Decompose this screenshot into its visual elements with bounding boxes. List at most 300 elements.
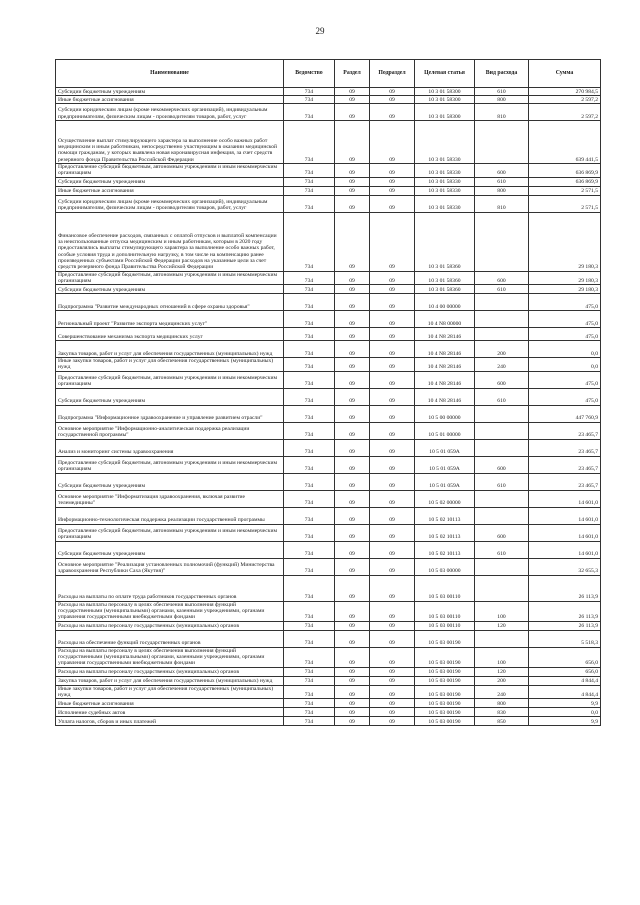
cell-sum: 26 113,9 — [529, 575, 601, 601]
cell-podrazdel: 09 — [370, 439, 415, 456]
cell-csr: 10 5 02 10113 — [415, 507, 475, 524]
cell-name: Расходы на выплаты персоналу государственных (муниципальных) органов — [56, 667, 284, 676]
cell-podrazdel: 09 — [370, 294, 415, 311]
cell-vr: 810 — [475, 104, 529, 121]
cell-podrazdel: 09 — [370, 195, 415, 212]
cell-csr: 10 3 01 58300 — [415, 88, 475, 96]
cell-razdel: 09 — [335, 439, 370, 456]
cell-csr: 10 5 02 10113 — [415, 541, 475, 558]
cell-vr: 600 — [475, 524, 529, 541]
cell-csr: 10 3 01 58330 — [415, 164, 475, 178]
cell-ved: 734 — [284, 422, 335, 439]
cell-razdel: 09 — [335, 371, 370, 388]
cell-ved: 734 — [284, 371, 335, 388]
cell-ved: 734 — [284, 212, 335, 271]
table-row — [56, 667, 601, 676]
cell-csr: 10 5 01 00000 — [415, 422, 475, 439]
cell-name: Основное мероприятие "Реализация установленных полномочий (функций) Министерства здравоохранения Республики Саха (Якутия)" — [56, 558, 284, 575]
cell-razdel: 09 — [335, 507, 370, 524]
cell-vr: 600 — [475, 271, 529, 285]
page-number: 29 — [315, 26, 325, 36]
cell-name: Расходы на выплаты персоналу в целях обеспечения выполнения функций государственными (муниципальными) органами, казенными учреждениями, органами управления государственными внебюджетными фондами — [56, 601, 284, 621]
cell-ved: 734 — [284, 507, 335, 524]
cell-name: Предоставление субсидий бюджетным, автономным учреждениям и иным некоммерческим организациям — [56, 456, 284, 473]
table-row — [56, 405, 601, 422]
cell-sum: 23 465,7 — [529, 422, 601, 439]
cell-ved: 734 — [284, 524, 335, 541]
table-row — [56, 473, 601, 490]
cell-sum: 29 180,3 — [529, 285, 601, 294]
cell-csr: 10 4 N8 28146 — [415, 358, 475, 372]
cell-vr — [475, 558, 529, 575]
cell-csr: 10 5 01 059A — [415, 439, 475, 456]
cell-podrazdel: 09 — [370, 341, 415, 358]
cell-name: Субсидии юридическим лицам (кроме некоммерческих организаций), индивидуальным предпринимателям, физическим лицам - производителям товаров, работ, услуг — [56, 104, 284, 121]
cell-sum: 9,9 — [529, 717, 601, 726]
table-header-row — [56, 60, 601, 88]
cell-razdel: 09 — [335, 271, 370, 285]
cell-razdel: 09 — [335, 294, 370, 311]
cell-podrazdel: 09 — [370, 164, 415, 178]
cell-podrazdel: 09 — [370, 358, 415, 372]
cell-name: Основное мероприятие "Информатизация здравоохранения, включая развитие телемедицины" — [56, 490, 284, 507]
cell-podrazdel: 09 — [370, 541, 415, 558]
cell-csr: 10 5 03 00190 — [415, 708, 475, 717]
cell-name: Исполнение судебных актов — [56, 708, 284, 717]
cell-razdel: 09 — [335, 601, 370, 621]
cell-name: Расходы на выплаты персоналу государственных (муниципальных) органов — [56, 621, 284, 630]
cell-razdel: 09 — [335, 685, 370, 699]
table-row — [56, 388, 601, 405]
cell-sum: 9,9 — [529, 699, 601, 708]
cell-podrazdel: 09 — [370, 601, 415, 621]
cell-sum: 32 655,3 — [529, 558, 601, 575]
cell-csr: 10 5 03 00190 — [415, 685, 475, 699]
cell-vr: 830 — [475, 708, 529, 717]
table-row — [56, 717, 601, 726]
cell-sum: 475,0 — [529, 294, 601, 311]
cell-vr: 800 — [475, 96, 529, 104]
cell-sum: 2 597,2 — [529, 96, 601, 104]
cell-sum: 656,0 — [529, 667, 601, 676]
cell-ved: 734 — [284, 647, 335, 667]
cell-sum: 2 571,5 — [529, 186, 601, 195]
cell-razdel: 09 — [335, 212, 370, 271]
cell-ved: 734 — [284, 685, 335, 699]
cell-razdel: 09 — [335, 164, 370, 178]
cell-name: Анализ и мониторинг системы здравоохранения — [56, 439, 284, 456]
table-row — [56, 271, 601, 285]
table-body — [56, 88, 601, 726]
cell-name: Закупка товаров, работ и услуг для обеспечения государственных (муниципальных) нужд — [56, 676, 284, 685]
table-row — [56, 96, 601, 104]
cell-sum: 26 113,9 — [529, 621, 601, 630]
cell-razdel: 09 — [335, 456, 370, 473]
cell-podrazdel: 09 — [370, 647, 415, 667]
table-row — [56, 186, 601, 195]
cell-podrazdel: 09 — [370, 630, 415, 647]
cell-csr: 10 3 01 58360 — [415, 212, 475, 271]
cell-vr: 200 — [475, 341, 529, 358]
cell-sum: 23 465,7 — [529, 473, 601, 490]
table-row — [56, 121, 601, 164]
cell-vr — [475, 439, 529, 456]
cell-ved: 734 — [284, 88, 335, 96]
table-row — [56, 341, 601, 358]
cell-sum: 656,0 — [529, 647, 601, 667]
cell-podrazdel: 09 — [370, 621, 415, 630]
cell-vr: 610 — [475, 541, 529, 558]
cell-sum: 4 844,4 — [529, 676, 601, 685]
cell-podrazdel: 09 — [370, 186, 415, 195]
cell-sum: 29 180,3 — [529, 271, 601, 285]
cell-sum: 0,0 — [529, 341, 601, 358]
cell-sum: 23 465,7 — [529, 439, 601, 456]
cell-vr: 810 — [475, 195, 529, 212]
cell-vr: 610 — [475, 388, 529, 405]
cell-vr — [475, 212, 529, 271]
cell-ved: 734 — [284, 717, 335, 726]
cell-name: Подпрограмма "Информационное здравоохранение и управление развитием отрасли" — [56, 405, 284, 422]
cell-vr: 600 — [475, 456, 529, 473]
cell-csr: 10 3 01 58330 — [415, 177, 475, 186]
cell-razdel: 09 — [335, 558, 370, 575]
cell-ved: 734 — [284, 358, 335, 372]
cell-ved: 734 — [284, 195, 335, 212]
cell-ved: 734 — [284, 271, 335, 285]
cell-ved: 734 — [284, 405, 335, 422]
cell-podrazdel: 09 — [370, 121, 415, 164]
cell-podrazdel: 09 — [370, 676, 415, 685]
cell-name: Предоставление субсидий бюджетным, автономным учреждениям и иным некоммерческим организациям — [56, 271, 284, 285]
cell-name: Информационно-технологическая поддержка реализации государственной программы — [56, 507, 284, 524]
header-name: Наименование — [56, 60, 284, 88]
cell-csr: 10 4 N8 28146 — [415, 388, 475, 405]
table-row — [56, 541, 601, 558]
cell-podrazdel: 09 — [370, 271, 415, 285]
cell-name: Подпрограмма "Развитие международных отношений в сфере охраны здоровья" — [56, 294, 284, 311]
cell-csr: 10 3 01 58330 — [415, 186, 475, 195]
cell-razdel: 09 — [335, 575, 370, 601]
cell-podrazdel: 09 — [370, 88, 415, 96]
cell-sum: 475,0 — [529, 328, 601, 341]
cell-vr — [475, 630, 529, 647]
cell-razdel: 09 — [335, 473, 370, 490]
cell-vr: 800 — [475, 699, 529, 708]
cell-vr — [475, 328, 529, 341]
cell-podrazdel: 09 — [370, 699, 415, 708]
cell-sum: 447 760,9 — [529, 405, 601, 422]
cell-sum: 14 601,0 — [529, 541, 601, 558]
cell-razdel: 09 — [335, 388, 370, 405]
cell-ved: 734 — [284, 630, 335, 647]
cell-sum: 639 441,5 — [529, 121, 601, 164]
cell-razdel: 09 — [335, 186, 370, 195]
cell-sum: 14 601,0 — [529, 490, 601, 507]
cell-csr: 10 5 03 00110 — [415, 601, 475, 621]
cell-podrazdel: 09 — [370, 177, 415, 186]
table-row — [56, 164, 601, 178]
cell-ved: 734 — [284, 294, 335, 311]
header-vr: Вид расхода — [475, 60, 529, 88]
cell-podrazdel: 09 — [370, 388, 415, 405]
cell-name: Субсидии юридическим лицам (кроме некоммерческих организаций), индивидуальным предпринимателям, физическим лицам - производителям товаров, работ, услуг — [56, 195, 284, 212]
cell-ved: 734 — [284, 388, 335, 405]
cell-razdel: 09 — [335, 422, 370, 439]
table-row — [56, 212, 601, 271]
cell-podrazdel: 09 — [370, 371, 415, 388]
cell-vr: 800 — [475, 186, 529, 195]
cell-sum: 14 601,0 — [529, 524, 601, 541]
cell-ved: 734 — [284, 473, 335, 490]
cell-name: Основное мероприятие "Информационно-аналитическая поддержка реализации государственной программы" — [56, 422, 284, 439]
cell-vr: 600 — [475, 164, 529, 178]
cell-vr: 100 — [475, 647, 529, 667]
cell-csr: 10 5 03 00190 — [415, 699, 475, 708]
cell-razdel: 09 — [335, 104, 370, 121]
cell-name: Уплата налогов, сборов и иных платежей — [56, 717, 284, 726]
cell-razdel: 09 — [335, 667, 370, 676]
cell-ved: 734 — [284, 285, 335, 294]
cell-csr: 10 5 02 00000 — [415, 490, 475, 507]
table-row — [56, 456, 601, 473]
cell-razdel: 09 — [335, 647, 370, 667]
table-row — [56, 195, 601, 212]
cell-razdel: 09 — [335, 708, 370, 717]
cell-sum: 26 113,9 — [529, 601, 601, 621]
cell-podrazdel: 09 — [370, 422, 415, 439]
cell-sum: 270 984,5 — [529, 88, 601, 96]
cell-name: Предоставление субсидий бюджетным, автономным учреждениям и иным некоммерческим организациям — [56, 371, 284, 388]
cell-vr: 120 — [475, 621, 529, 630]
table-row — [56, 507, 601, 524]
table-row — [56, 676, 601, 685]
cell-name: Субсидии бюджетным учреждениям — [56, 285, 284, 294]
budget-table — [55, 59, 601, 726]
cell-name: Иные бюджетные ассигнования — [56, 96, 284, 104]
cell-csr: 10 4 00 00000 — [415, 294, 475, 311]
cell-vr: 610 — [475, 285, 529, 294]
cell-csr: 10 5 03 00190 — [415, 630, 475, 647]
cell-razdel: 09 — [335, 490, 370, 507]
cell-podrazdel: 09 — [370, 104, 415, 121]
cell-razdel: 09 — [335, 621, 370, 630]
cell-vr — [475, 294, 529, 311]
cell-csr: 10 3 01 58330 — [415, 121, 475, 164]
table-row — [56, 358, 601, 372]
cell-csr: 10 3 01 58330 — [415, 195, 475, 212]
cell-ved: 734 — [284, 164, 335, 178]
cell-ved: 734 — [284, 667, 335, 676]
cell-sum: 29 180,3 — [529, 212, 601, 271]
table-row — [56, 311, 601, 328]
cell-name: Предоставление субсидий бюджетным, автономным учреждениям и иным некоммерческим организациям — [56, 164, 284, 178]
cell-sum: 14 601,0 — [529, 507, 601, 524]
table-row — [56, 621, 601, 630]
cell-name: Региональный проект "Развитие экспорта медицинских услуг" — [56, 311, 284, 328]
cell-vr: 610 — [475, 473, 529, 490]
table-row — [56, 601, 601, 621]
table-row — [56, 88, 601, 96]
cell-ved: 734 — [284, 621, 335, 630]
cell-csr: 10 3 01 58360 — [415, 285, 475, 294]
cell-ved: 734 — [284, 558, 335, 575]
table-row — [56, 699, 601, 708]
cell-razdel: 09 — [335, 96, 370, 104]
cell-name: Финансовое обеспечение расходов, связанных с оплатой отпусков и выплатой компенсации за неиспользованные отпуска медицинским и иным работникам, которым в 2020 году предоставлялись выплаты стимулирующего характера за выполнение особо важных работ, особые условия труда и дополнительную нагрузку, в том числе на компенсацию ранее произведенных субъектами Российской Федерации расходов на указанные цели за счет средств резервного фонда Правительства Российской Федерации — [56, 212, 284, 271]
cell-ved: 734 — [284, 708, 335, 717]
table-row — [56, 685, 601, 699]
cell-vr — [475, 405, 529, 422]
cell-csr: 10 5 01 059A — [415, 473, 475, 490]
cell-name: Субсидии бюджетным учреждениям — [56, 473, 284, 490]
cell-ved: 734 — [284, 699, 335, 708]
cell-name: Субсидии бюджетным учреждениям — [56, 388, 284, 405]
table-row — [56, 524, 601, 541]
table-row — [56, 647, 601, 667]
cell-podrazdel: 09 — [370, 212, 415, 271]
cell-podrazdel: 09 — [370, 285, 415, 294]
cell-ved: 734 — [284, 311, 335, 328]
cell-name: Расходы на обеспечение функций государственных органов — [56, 630, 284, 647]
cell-ved: 734 — [284, 439, 335, 456]
cell-ved: 734 — [284, 456, 335, 473]
cell-vr — [475, 575, 529, 601]
cell-podrazdel: 09 — [370, 96, 415, 104]
cell-csr: 10 5 03 00110 — [415, 575, 475, 601]
cell-vr — [475, 121, 529, 164]
cell-ved: 734 — [284, 186, 335, 195]
cell-csr: 10 5 03 00190 — [415, 676, 475, 685]
cell-sum: 636 869,9 — [529, 164, 601, 178]
cell-csr: 10 3 01 58360 — [415, 271, 475, 285]
cell-csr: 10 5 03 00000 — [415, 558, 475, 575]
cell-csr: 10 5 03 00190 — [415, 667, 475, 676]
cell-name: Осуществление выплат стимулирующего характера за выполнение особо важных работ медицинским и иным работникам, непосредственно участвующим в оказании медицинской помощи гражданам, у которых выявлена новая коронавирусная инфекция, за счет средств резервного фонда Правительства Российской Федерации — [56, 121, 284, 164]
cell-ved: 734 — [284, 575, 335, 601]
cell-podrazdel: 09 — [370, 405, 415, 422]
cell-name: Совершенствование механизма экспорта медицинских услуг — [56, 328, 284, 341]
cell-sum: 0,0 — [529, 358, 601, 372]
cell-name: Субсидии бюджетным учреждениям — [56, 88, 284, 96]
cell-razdel: 09 — [335, 699, 370, 708]
cell-csr: 10 5 00 00000 — [415, 405, 475, 422]
cell-csr: 10 3 01 58300 — [415, 104, 475, 121]
cell-razdel: 09 — [335, 405, 370, 422]
header-podrazdel: Подраздел — [370, 60, 415, 88]
table-row — [56, 630, 601, 647]
cell-csr: 10 5 03 00110 — [415, 621, 475, 630]
cell-vr: 200 — [475, 676, 529, 685]
cell-vr: 610 — [475, 88, 529, 96]
cell-razdel: 09 — [335, 195, 370, 212]
cell-sum: 23 465,7 — [529, 456, 601, 473]
cell-csr: 10 4 N8 00000 — [415, 311, 475, 328]
cell-sum: 2 597,2 — [529, 104, 601, 121]
cell-csr: 10 4 N8 28146 — [415, 328, 475, 341]
cell-ved: 734 — [284, 541, 335, 558]
cell-csr: 10 5 03 00190 — [415, 647, 475, 667]
cell-name: Иные бюджетные ассигнования — [56, 699, 284, 708]
cell-name: Субсидии бюджетным учреждениям — [56, 541, 284, 558]
cell-razdel: 09 — [335, 177, 370, 186]
cell-name: Иные бюджетные ассигнования — [56, 186, 284, 195]
cell-podrazdel: 09 — [370, 473, 415, 490]
cell-sum: 475,0 — [529, 371, 601, 388]
cell-razdel: 09 — [335, 311, 370, 328]
cell-vr: 240 — [475, 358, 529, 372]
cell-vr: 610 — [475, 177, 529, 186]
cell-podrazdel: 09 — [370, 456, 415, 473]
table-row — [56, 439, 601, 456]
cell-vr — [475, 422, 529, 439]
cell-csr: 10 4 N8 28146 — [415, 341, 475, 358]
cell-csr: 10 4 N8 28146 — [415, 371, 475, 388]
cell-podrazdel: 09 — [370, 311, 415, 328]
cell-razdel: 09 — [335, 541, 370, 558]
cell-ved: 734 — [284, 328, 335, 341]
cell-podrazdel: 09 — [370, 490, 415, 507]
cell-name: Закупка товаров, работ и услуг для обеспечения государственных (муниципальных) нужд — [56, 341, 284, 358]
table-row — [56, 104, 601, 121]
cell-sum: 475,0 — [529, 388, 601, 405]
cell-podrazdel: 09 — [370, 524, 415, 541]
header-razdel: Раздел — [335, 60, 370, 88]
table-row — [56, 371, 601, 388]
cell-razdel: 09 — [335, 328, 370, 341]
cell-razdel: 09 — [335, 285, 370, 294]
cell-podrazdel: 09 — [370, 717, 415, 726]
cell-razdel: 09 — [335, 630, 370, 647]
table-row — [56, 422, 601, 439]
cell-name: Иные закупки товаров, работ и услуг для обеспечения государственных (муниципальных) нужд — [56, 685, 284, 699]
cell-name: Иные закупки товаров, работ и услуг для обеспечения государственных (муниципальных) нужд — [56, 358, 284, 372]
table-row — [56, 558, 601, 575]
cell-vr: 600 — [475, 371, 529, 388]
cell-sum: 636 869,9 — [529, 177, 601, 186]
cell-vr: 240 — [475, 685, 529, 699]
cell-csr: 10 5 03 00190 — [415, 717, 475, 726]
cell-sum: 5 518,3 — [529, 630, 601, 647]
header-ved: Ведомство — [284, 60, 335, 88]
cell-podrazdel: 09 — [370, 575, 415, 601]
table-row — [56, 294, 601, 311]
cell-razdel: 09 — [335, 524, 370, 541]
cell-sum: 475,0 — [529, 311, 601, 328]
cell-vr — [475, 490, 529, 507]
cell-csr: 10 3 01 58300 — [415, 96, 475, 104]
table-row — [56, 177, 601, 186]
cell-razdel: 09 — [335, 676, 370, 685]
cell-csr: 10 5 02 10113 — [415, 524, 475, 541]
cell-razdel: 09 — [335, 121, 370, 164]
header-sum: Сумма — [529, 60, 601, 88]
cell-podrazdel: 09 — [370, 328, 415, 341]
cell-podrazdel: 09 — [370, 507, 415, 524]
cell-ved: 734 — [284, 121, 335, 164]
table-row — [56, 328, 601, 341]
table-row — [56, 285, 601, 294]
cell-podrazdel: 09 — [370, 685, 415, 699]
cell-podrazdel: 09 — [370, 708, 415, 717]
cell-ved: 734 — [284, 177, 335, 186]
cell-name: Расходы на выплаты по оплате труда работников государственных органов — [56, 575, 284, 601]
cell-ved: 734 — [284, 490, 335, 507]
cell-razdel: 09 — [335, 717, 370, 726]
cell-ved: 734 — [284, 104, 335, 121]
cell-ved: 734 — [284, 601, 335, 621]
cell-razdel: 09 — [335, 358, 370, 372]
